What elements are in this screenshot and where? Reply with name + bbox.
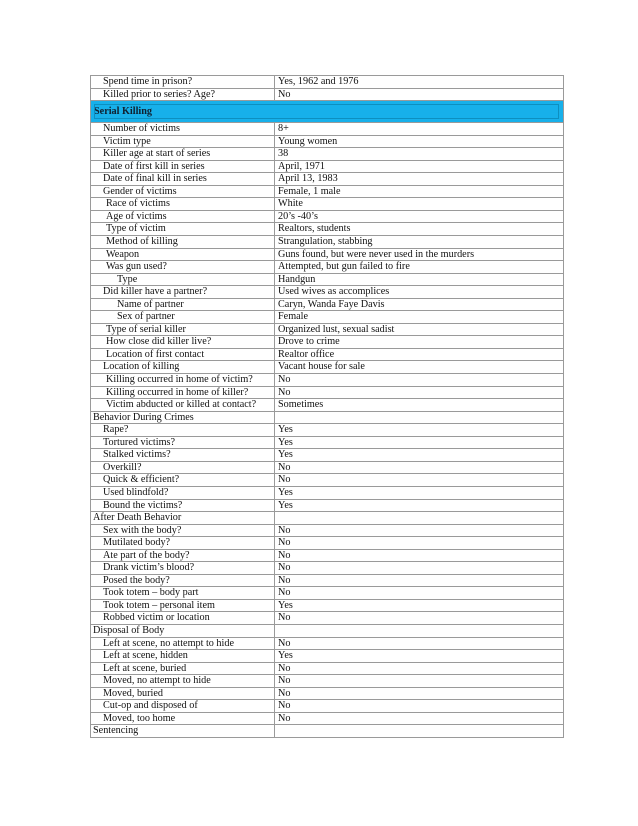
table-row <box>91 261 564 274</box>
table-row <box>91 298 564 311</box>
row-label: Killing occurred in home of killer? <box>91 386 275 399</box>
row-value: No <box>275 612 564 625</box>
table-row <box>91 712 564 725</box>
row-value: Realtor office <box>275 348 564 361</box>
table-row <box>91 148 564 161</box>
section-header-row <box>91 411 564 424</box>
table-row <box>91 135 564 148</box>
row-label: Overkill? <box>91 461 275 474</box>
row-label: Date of first kill in series <box>91 160 275 173</box>
table-row <box>91 574 564 587</box>
section-header-value <box>275 624 564 637</box>
row-value: No <box>275 700 564 713</box>
table-row <box>91 486 564 499</box>
section-banner-title: Serial Killing <box>94 106 153 118</box>
row-value: 8+ <box>275 123 564 136</box>
table-row <box>91 374 564 387</box>
section-header-value <box>275 411 564 424</box>
row-label: Moved, no attempt to hide <box>91 675 275 688</box>
row-label: How close did killer live? <box>91 336 275 349</box>
row-value: Guns found, but were never used in the murders <box>275 248 564 261</box>
table-row <box>91 687 564 700</box>
table-row <box>91 160 564 173</box>
row-value: No <box>275 537 564 550</box>
table-row <box>91 210 564 223</box>
row-value: Caryn, Wanda Faye Davis <box>275 298 564 311</box>
row-value: 38 <box>275 148 564 161</box>
row-label: Rape? <box>91 424 275 437</box>
row-value: Yes <box>275 486 564 499</box>
section-header-row <box>91 512 564 525</box>
profile-table <box>90 75 564 738</box>
row-label: Quick & efficient? <box>91 474 275 487</box>
row-value: No <box>275 386 564 399</box>
row-value: No <box>275 549 564 562</box>
row-label: Victim abducted or killed at contact? <box>91 399 275 412</box>
section-banner-cell <box>91 101 564 123</box>
row-label: Killing occurred in home of victim? <box>91 374 275 387</box>
row-label: Left at scene, buried <box>91 662 275 675</box>
row-label: Gender of victims <box>91 185 275 198</box>
table-row <box>91 336 564 349</box>
table-row <box>91 436 564 449</box>
row-value: Yes <box>275 436 564 449</box>
row-label: Location of killing <box>91 361 275 374</box>
row-value: Young women <box>275 135 564 148</box>
row-label: Left at scene, no attempt to hide <box>91 637 275 650</box>
row-value: White <box>275 198 564 211</box>
table-row <box>91 223 564 236</box>
row-label: Type <box>91 273 275 286</box>
row-label: Sex with the body? <box>91 524 275 537</box>
row-value: No <box>275 712 564 725</box>
row-label: Date of final kill in series <box>91 173 275 186</box>
row-value: No <box>275 88 564 101</box>
row-value: No <box>275 587 564 600</box>
row-value: Female, 1 male <box>275 185 564 198</box>
row-value: April 13, 1983 <box>275 173 564 186</box>
section-header-row <box>91 624 564 637</box>
table-row <box>91 424 564 437</box>
row-value: April, 1971 <box>275 160 564 173</box>
row-value: No <box>275 675 564 688</box>
row-value: Realtors, students <box>275 223 564 236</box>
row-value: Yes <box>275 650 564 663</box>
row-value: Handgun <box>275 273 564 286</box>
row-label: Race of victims <box>91 198 275 211</box>
row-label: Weapon <box>91 248 275 261</box>
section-header-label: Sentencing <box>91 725 275 738</box>
row-label: Took totem – personal item <box>91 599 275 612</box>
row-label: Drank victim’s blood? <box>91 562 275 575</box>
table-row <box>91 173 564 186</box>
section-header-value <box>275 725 564 738</box>
table-row <box>91 88 564 101</box>
row-value: Used wives as accomplices <box>275 286 564 299</box>
row-label: Mutilated body? <box>91 537 275 550</box>
profile-table-body <box>91 76 564 738</box>
row-label: Killed prior to series? Age? <box>91 88 275 101</box>
row-label: Did killer have a partner? <box>91 286 275 299</box>
row-label: Posed the body? <box>91 574 275 587</box>
row-label: Was gun used? <box>91 261 275 274</box>
row-label: Method of killing <box>91 236 275 249</box>
table-row <box>91 562 564 575</box>
row-value: No <box>275 637 564 650</box>
row-label: Moved, too home <box>91 712 275 725</box>
table-row <box>91 361 564 374</box>
table-row <box>91 123 564 136</box>
row-label: Stalked victims? <box>91 449 275 462</box>
row-label: Age of victims <box>91 210 275 223</box>
row-value: Organized lust, sexual sadist <box>275 323 564 336</box>
table-row <box>91 499 564 512</box>
section-header-label: Behavior During Crimes <box>91 411 275 424</box>
table-row <box>91 248 564 261</box>
row-label: Number of victims <box>91 123 275 136</box>
table-row <box>91 76 564 89</box>
row-value: No <box>275 474 564 487</box>
table-row <box>91 323 564 336</box>
row-value: No <box>275 374 564 387</box>
row-label: Type of serial killer <box>91 323 275 336</box>
row-value: No <box>275 687 564 700</box>
row-value: Vacant house for sale <box>275 361 564 374</box>
row-label: Victim type <box>91 135 275 148</box>
table-row <box>91 311 564 324</box>
table-row <box>91 474 564 487</box>
row-label: Spend time in prison? <box>91 76 275 89</box>
table-row <box>91 236 564 249</box>
table-row <box>91 700 564 713</box>
row-value: Yes <box>275 599 564 612</box>
row-label: Location of first contact <box>91 348 275 361</box>
table-row <box>91 612 564 625</box>
row-value: Yes <box>275 499 564 512</box>
table-row <box>91 399 564 412</box>
row-label: Ate part of the body? <box>91 549 275 562</box>
table-row <box>91 286 564 299</box>
row-label: Killer age at start of series <box>91 148 275 161</box>
table-row <box>91 650 564 663</box>
row-label: Type of victim <box>91 223 275 236</box>
row-value: Attempted, but gun failed to fire <box>275 261 564 274</box>
table-row <box>91 599 564 612</box>
row-value: Yes, 1962 and 1976 <box>275 76 564 89</box>
row-value: No <box>275 461 564 474</box>
row-value: Drove to crime <box>275 336 564 349</box>
table-row <box>91 587 564 600</box>
row-value: Sometimes <box>275 399 564 412</box>
section-header-row <box>91 725 564 738</box>
table-row <box>91 637 564 650</box>
row-label: Bound the victims? <box>91 499 275 512</box>
row-label: Left at scene, hidden <box>91 650 275 663</box>
row-label: Took totem – body part <box>91 587 275 600</box>
table-row <box>91 185 564 198</box>
row-label: Tortured victims? <box>91 436 275 449</box>
row-label: Cut-op and disposed of <box>91 700 275 713</box>
row-value: Strangulation, stabbing <box>275 236 564 249</box>
row-label: Sex of partner <box>91 311 275 324</box>
table-row <box>91 662 564 675</box>
row-value: No <box>275 574 564 587</box>
section-header-value <box>275 512 564 525</box>
table-row <box>91 549 564 562</box>
row-value: Yes <box>275 424 564 437</box>
table-row <box>91 675 564 688</box>
table-row <box>91 537 564 550</box>
table-row <box>91 348 564 361</box>
row-label: Name of partner <box>91 298 275 311</box>
row-value: No <box>275 524 564 537</box>
section-banner-frame <box>94 104 559 119</box>
row-value: Yes <box>275 449 564 462</box>
row-value: Female <box>275 311 564 324</box>
table-row <box>91 461 564 474</box>
row-value: 20’s -40’s <box>275 210 564 223</box>
section-banner <box>91 101 564 123</box>
table-row <box>91 386 564 399</box>
table-row <box>91 449 564 462</box>
section-header-label: Disposal of Body <box>91 624 275 637</box>
row-label: Robbed victim or location <box>91 612 275 625</box>
section-header-label: After Death Behavior <box>91 512 275 525</box>
table-row <box>91 524 564 537</box>
table-row <box>91 273 564 286</box>
row-label: Moved, buried <box>91 687 275 700</box>
row-value: No <box>275 662 564 675</box>
row-label: Used blindfold? <box>91 486 275 499</box>
row-value: No <box>275 562 564 575</box>
table-row <box>91 198 564 211</box>
